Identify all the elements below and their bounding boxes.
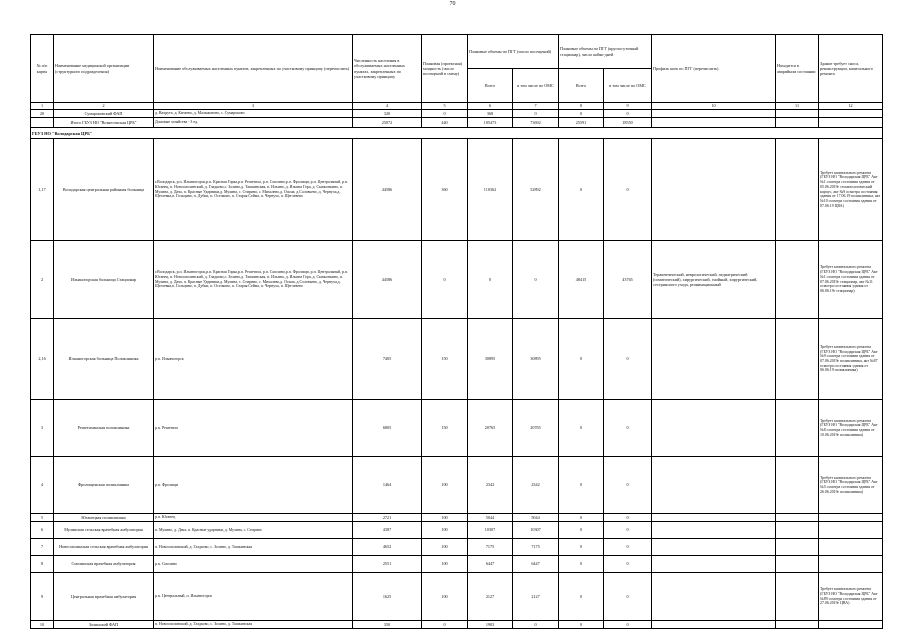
table-row [31,514,883,522]
column-number: 10 [652,103,776,110]
column-number: 5 [422,103,468,110]
repair-cell: Требует капитального ремонта (ГБУЗ НО "Володарская ЦРБ" Акт №89 осмотра состояния здания от 27.06.2019г ЦВА) [819,573,883,621]
visits-oms-cell: 73692 [513,118,559,128]
column-number: 3 [154,103,353,110]
header-org: Наименование медицинской организации (структурного подразделения) [54,35,154,103]
row-num: 8 [31,556,54,573]
table-row [31,556,883,573]
beds-total-cell: 0 [559,319,604,400]
table-row [31,522,883,539]
row-num: 6 [31,522,54,539]
settlements-cell: Домовые хозяйства - 3 ед. [154,118,353,128]
settlements-cell: п. Новосмолинский, д. Гладково, с. Золино, д. Ташкинская [154,621,353,629]
capacity-cell: 440 [422,118,468,128]
profile-cell [652,514,776,522]
subheader-visits-oms: в том числе по ОМС [513,69,559,103]
repair-cell [819,110,883,118]
beds-total-cell: 0 [559,621,604,629]
visits-oms-cell: 20765 [513,400,559,457]
table-row [31,539,883,556]
beds-total-cell: 25591 [559,118,604,128]
header-population: Численность населения в обслуживаемых населенных пунктах, закрепленных по участковому принципу [353,35,422,103]
row-num: 9 [31,573,54,621]
repair-cell: Требует капитального ремонта (ГБУЗ НО "Володарская ЦРБ" Акт №9 осмотра состояния здания от 07.06.2019г поликлиника, акт №87 осмотра состояния здания от 06.06.19 поликлиника) [819,319,883,400]
capacity-cell: 150 [422,400,468,457]
org-name: Ильиногорская больница Стационар [54,241,154,319]
beds-total-cell: 0 [559,400,604,457]
emergency-cell [776,319,819,400]
visits-oms-cell: 2127 [513,573,559,621]
emergency-cell [776,522,819,539]
beds-oms-cell: 0 [604,573,652,621]
population-cell: 2721 [353,514,422,522]
visits-total-cell: 2127 [468,573,513,621]
org-name: Решетихинская поликлиника [54,400,154,457]
emergency-cell [776,556,819,573]
capacity-cell: 100 [422,457,468,514]
table-row [31,400,883,457]
capacity-cell: 100 [422,514,468,522]
population-cell: 1625 [353,573,422,621]
beds-total-cell: 0 [559,522,604,539]
row-num: 7 [31,539,54,556]
settlements-cell: д. Вахрута, д. Кизаево, д. Малыжатово, с. Сумароково [154,110,353,118]
org-name: Мулинская сельская врачебная амбулатория [54,522,154,539]
profile-cell [652,522,776,539]
beds-total-cell: 0 [559,539,604,556]
row-num: 4 [31,457,54,514]
table-row [31,110,883,118]
population-cell: 6805 [353,400,422,457]
emergency-cell [776,110,819,118]
column-number: 6 [468,103,513,110]
header-capacity: Плановая (проектная) мощность (число посещений в смену) [422,35,468,103]
section-header [31,128,883,139]
row-num: 20 [31,110,54,118]
settlements-cell: р.п. Фролищи [154,457,353,514]
visits-oms-cell: 6447 [513,556,559,573]
beds-oms-cell: 18550 [604,118,652,128]
profile-cell [652,319,776,400]
header-settlements: Наименование обслуживаемых населенных пунктов, закрепленных по участковому принципу (перечислить) [154,35,353,103]
org-name: Центральная врачебная амбулатория [54,573,154,621]
emergency-cell [776,118,819,128]
section-title: ГБУЗ НО "Володарская ЦРБ" [31,128,883,139]
beds-oms-cell: 0 [604,556,652,573]
facilities-table [30,34,883,629]
column-number: 7 [513,103,559,110]
column-number: 2 [54,103,154,110]
row-num [31,118,54,128]
settlements-cell: р.п. Юганец [154,514,353,522]
visits-total-cell: 30895 [468,319,513,400]
beds-oms-cell: 0 [604,457,652,514]
org-name: Фролищенская поликлиника [54,457,154,514]
org-name: Итого ГБУЗ НО "Вознесенская ЦРБ" [54,118,154,128]
org-name: Сумароковский ФАП [54,110,154,118]
profile-cell [652,457,776,514]
beds-oms-cell: 0 [604,539,652,556]
org-name: Новосмолинская сельская врачебная амбулатория [54,539,154,556]
repair-cell [819,522,883,539]
population-cell: 25072 [353,118,422,128]
capacity-cell: 0 [422,241,468,319]
settlements-cell: г.Володарск, р.п. Ильиногорск,р.п. Красная Горка,р.п. Решетиха, р.п. Смолино,р.п. Фролищи, р.п. Центральный, р.п. Юганец, п. Новосмолинский, д. Гладково,с. Золино,д. Ташкинская, п. Ильино, д. Ильина Гора, д. Скачьовкино, п. Мулина, д. Дача, п. Красные Ударники,д. Мулина, с. Стирино, с. Михалево,д. Осьма, д.Соловьево, д. Чернуха,д. Щеглевка,п. Гольцино, п. Дубки, п. Оселково, п. Старая Сейма, п. Чернуха, п. Щеглевево [154,241,353,319]
table-row [31,621,883,629]
profile-cell [652,621,776,629]
settlements-cell: р.п. Ильиногорск [154,319,353,400]
emergency-cell [776,457,819,514]
beds-oms-cell: 0 [604,514,652,522]
settlements-cell: п. Мулино, д. Дача, п. Красные ударники, д. Мулина, с. Стирино [154,522,353,539]
main-rows [31,139,883,629]
visits-total-cell: 10307 [468,522,513,539]
visits-total-cell: 6447 [468,556,513,573]
capacity-cell: 100 [422,522,468,539]
capacity-cell: 0 [422,110,468,118]
visits-oms-cell: 2342 [513,457,559,514]
emergency-cell [776,139,819,241]
population-cell: 2551 [353,556,422,573]
beds-total-cell: 0 [559,514,604,522]
header-beds: Плановые объемы по ПГГ (круглосуточный стационар), число койко-дней [559,35,652,69]
column-number: 9 [604,103,652,110]
beds-oms-cell: 0 [604,621,652,629]
header-visits: Плановые объемы по ПГГ (число посещений) [468,35,559,69]
profile-cell [652,539,776,556]
repair-cell [819,539,883,556]
settlements-cell: р.п. Центральный, п. Ильиногорск [154,573,353,621]
column-number: 11 [776,103,819,110]
org-name: Ильиногорская больница Поликлиника [54,319,154,400]
settlements-cell: п. Новосмолинский, д. Гладково, с. Золино, д. Ташкинская [154,539,353,556]
population-cell: 7405 [353,319,422,400]
emergency-cell [776,514,819,522]
emergency-cell [776,539,819,556]
capacity-cell: 100 [422,573,468,621]
settlements-cell: р.п. Смолино [154,556,353,573]
column-number: 12 [819,103,883,110]
beds-oms-cell: 0 [604,319,652,400]
emergency-cell [776,400,819,457]
row-num: 1,17 [31,139,54,241]
visits-total-cell: 7175 [468,539,513,556]
beds-oms-cell: 0 [604,110,652,118]
visits-oms-cell: 0 [513,241,559,319]
profile-cell [652,556,776,573]
visits-total-cell: 105473 [468,118,513,128]
column-numbers-row [31,103,883,110]
table-row [31,118,883,128]
emergency-cell [776,621,819,629]
visits-oms-cell: 30895 [513,319,559,400]
profile-cell [652,139,776,241]
org-name: Юганецкая поликлиника [54,514,154,522]
population-cell: 44586 [353,241,422,319]
capacity-cell: 100 [422,539,468,556]
table-row [31,241,883,319]
beds-oms-cell: 0 [604,522,652,539]
visits-oms-cell: 10307 [513,522,559,539]
beds-total-cell: 0 [559,110,604,118]
subheader-visits-total: Всего [468,69,513,103]
visits-oms-cell: 0 [513,110,559,118]
capacity-cell: 0 [422,621,468,629]
header-profile: Профиль коек по ПГГ (перечислить) [652,35,776,103]
profile-cell: Терапевтический, неврологический, педиатрический (соматический), хирургический, гнойный, хирургический, сестринского ухода, реанимационный [652,241,776,319]
visits-total-cell: 110362 [468,139,513,241]
visits-total-cell: 2342 [468,457,513,514]
settlements-cell: г.Володарск, р.п. Ильиногорск,р.п. Красная Горка,р.п. Решетиха, р.п. Смолино,р.п. Фролищи, р.п. Центральный, р.п. Юганец, п. Новосмолинский, д. Гладково,с. Золино,д. Ташкинская, п. Ильино, д. Ильина Гора, д. Скачьовкино, п. Мулина, д. Дача, п. Красные Ударники,д. Мулина, с. Стирина, с. Михалево,д. Осьма, д.Соловьево, д. Чернуха,д. Щеглевка,п. Гольцино, п. Дубки, п. Оселково, п. Старая Сейма, п. Чернуха, п. Щеглевево [154,139,353,241]
page-number: 70 [449,1,456,7]
column-number: 4 [353,103,422,110]
org-name: Смолинская врачебная амбулатория [54,556,154,573]
repair-cell [819,118,883,128]
emergency-cell [776,573,819,621]
beds-total-cell: 0 [559,573,604,621]
population-cell: 4387 [353,522,422,539]
profile-cell [652,400,776,457]
visits-total-cell: 0 [468,241,513,319]
capacity-cell: 360 [422,139,468,241]
header-num: № п/п карты [31,35,54,103]
column-number: 8 [559,103,604,110]
visits-total-cell: 20765 [468,400,513,457]
subheader-beds-total: Всего [559,69,604,103]
beds-total-cell: 48415 [559,241,604,319]
visits-total-cell: 1903 [468,621,513,629]
profile-cell [652,573,776,621]
header-emergency: Находится в аварийном состоянии [776,35,819,103]
visits-oms-cell: 7175 [513,539,559,556]
table-header [31,35,883,110]
repair-cell [819,621,883,629]
beds-total-cell: 0 [559,457,604,514]
table-row [31,457,883,514]
settlements-cell: р.п. Решетиха [154,400,353,457]
population-cell: 4652 [353,539,422,556]
capacity-cell: 150 [422,319,468,400]
repair-cell: Требует капитального ремонта (ГБУЗ НО "Володарская ЦРБ" Акт №8 осмотра состояния здания от 10.06.2019г поликлиника) [819,400,883,457]
capacity-cell: 100 [422,556,468,573]
beds-total-cell: 0 [559,556,604,573]
top-rows [31,110,883,128]
beds-oms-cell: 0 [604,400,652,457]
repair-cell [819,556,883,573]
profile-cell [652,118,776,128]
repair-cell: Требует капитального ремонта (ГБУЗ НО "Володарская ЦРБ" Акт №1 осмотра состояния здания от 05.06.2019г стоматологический корпус, акт №9 осмотра состояния здания от 17.06.19 поликлиника, акт №10 осмотра состояния здания от 07.06.19 ЦВА) [819,139,883,241]
row-num: 2 [31,241,54,319]
population-cell: 44586 [353,139,422,241]
row-num: 10 [31,621,54,629]
org-name: Володарская центральная районная больница [54,139,154,241]
emergency-cell [776,241,819,319]
table-row [31,319,883,400]
visits-oms-cell: 52892 [513,139,559,241]
visits-total-cell: 5044 [468,514,513,522]
header-repair: Здание требует сноса, реконструкции, капитального ремонта [819,35,883,103]
org-name: Золинский ФАП [54,621,154,629]
profile-cell [652,110,776,118]
table-row [31,573,883,621]
beds-total-cell: 0 [559,139,604,241]
table-row [31,139,883,241]
column-number: 1 [31,103,54,110]
row-num: 5 [31,514,54,522]
beds-oms-cell: 0 [604,139,652,241]
visits-total-cell: 368 [468,110,513,118]
row-num: 2,16 [31,319,54,400]
population-cell: 350 [353,621,422,629]
visits-oms-cell: 5044 [513,514,559,522]
repair-cell: Требует капитального ремонта (ГБУЗ НО "Володарская ЦРБ" Акт №5 осмотра состояния здания от 26.06.2019г поликлиника) [819,457,883,514]
row-num: 3 [31,400,54,457]
subheader-beds-oms: в том числе по ОМС [604,69,652,103]
population-cell: 320 [353,110,422,118]
population-cell: 1464 [353,457,422,514]
repair-cell [819,514,883,522]
repair-cell: Требует капитального ремонта (ГБУЗ НО "Володарская ЦРБ" Акт №1 осмотра состояния здания от 07.06.2019г стационар, акт №11 осмотра состояния здания от 06.06.19г стационар) [819,241,883,319]
visits-oms-cell: 0 [513,621,559,629]
beds-oms-cell: 43765 [604,241,652,319]
